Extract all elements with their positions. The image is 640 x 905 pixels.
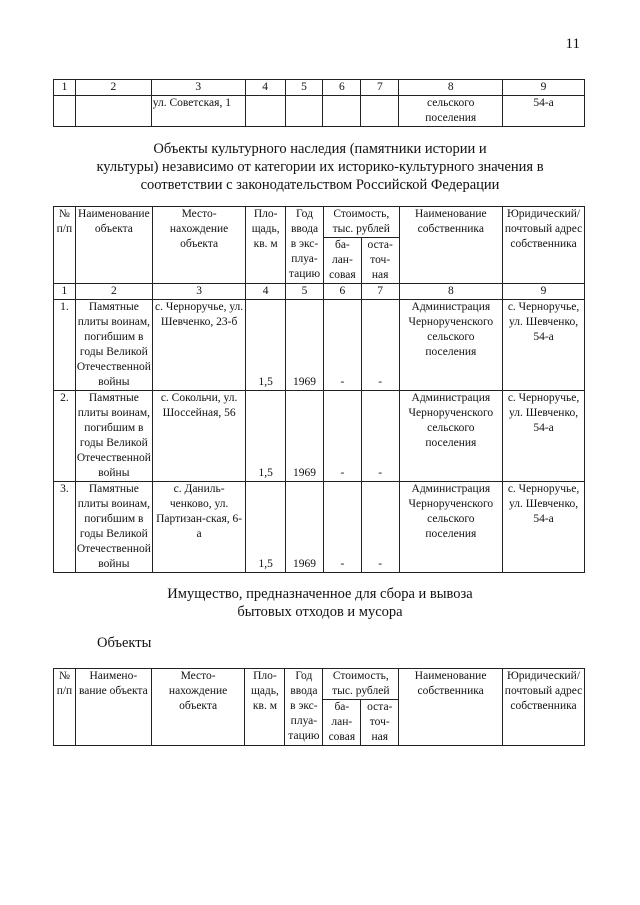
heritage-table bbox=[53, 206, 585, 573]
row-location: с. Даниль-ченково, ул. Партизан-ская, 6-а bbox=[152, 482, 245, 573]
top-cell-7 bbox=[361, 96, 399, 127]
column-number-row bbox=[54, 284, 585, 300]
row-year: 1969 bbox=[286, 482, 324, 573]
row-owner: Администрация Чернорученского сельского поселения bbox=[399, 482, 503, 573]
row-address: с. Черноручье, ул. Шевченко, 54-а bbox=[503, 391, 585, 482]
page-number: 11 bbox=[565, 36, 580, 52]
row-area: 1,5 bbox=[246, 482, 286, 573]
header-residual: оста-точ-ная bbox=[361, 238, 399, 284]
top-col-3: 3 bbox=[151, 80, 245, 96]
top-col-7: 7 bbox=[361, 80, 399, 96]
table-row bbox=[54, 391, 585, 482]
row-num: 2. bbox=[54, 391, 76, 482]
title-line: соответствии с законодательством Российской Федерации bbox=[140, 177, 500, 193]
row-name: Памятные плиты воинам, погибшим в годы Великой Отечественной войны bbox=[75, 300, 152, 391]
row-location: с. Черноручье, ул. Шевченко, 23-б bbox=[152, 300, 245, 391]
top-cell-4 bbox=[245, 96, 285, 127]
col-number: 4 bbox=[246, 284, 286, 300]
header-row bbox=[54, 669, 585, 700]
top-col-1: 1 bbox=[54, 80, 76, 96]
top-cell-6 bbox=[323, 96, 361, 127]
header-name: Наимено-вание объекта bbox=[75, 669, 151, 746]
header-year: Год ввода в экс-плуа-тацию bbox=[285, 669, 323, 746]
header-location: Место-нахождение объекта bbox=[151, 669, 245, 746]
row-name: Памятные плиты воинам, погибшим в годы Великой Отечественной войны bbox=[75, 482, 152, 573]
header-name: Наименование объекта bbox=[75, 207, 152, 284]
header-num: № п/п bbox=[54, 669, 76, 746]
row-year: 1969 bbox=[286, 391, 324, 482]
col-number: 5 bbox=[286, 284, 324, 300]
objects-label: Объекты bbox=[97, 635, 152, 651]
row-residual: - bbox=[361, 391, 399, 482]
title-line: Имущество, предназначенное для сбора и вывоза bbox=[167, 586, 473, 602]
title-line: Объекты культурного наследия (памятники истории и bbox=[153, 141, 487, 157]
header-cost: Стоимость, тыс. рублей bbox=[323, 207, 399, 238]
title-line: культуры) независимо от категории их историко-культурного значения в bbox=[96, 159, 544, 175]
table-row bbox=[54, 482, 585, 573]
top-cell-5 bbox=[285, 96, 323, 127]
row-location: с. Сокольчи, ул. Шоссейная, 56 bbox=[152, 391, 245, 482]
top-cell-1 bbox=[54, 96, 76, 127]
top-col-6: 6 bbox=[323, 80, 361, 96]
top-col-2: 2 bbox=[75, 80, 151, 96]
header-owner: Наименование собственника bbox=[399, 207, 503, 284]
section-title-cultural-heritage bbox=[0, 140, 640, 194]
header-area: Пло-щадь, кв. м bbox=[245, 669, 285, 746]
header-area: Пло-щадь, кв. м bbox=[246, 207, 286, 284]
row-balance: - bbox=[323, 300, 361, 391]
top-cell-9: 54-а bbox=[503, 96, 585, 127]
top-table-header-row bbox=[54, 80, 585, 96]
row-residual: - bbox=[361, 482, 399, 573]
row-area: 1,5 bbox=[246, 391, 286, 482]
header-address: Юридический/ почтовый адрес собственника bbox=[503, 207, 585, 284]
top-col-5: 5 bbox=[285, 80, 323, 96]
header-address: Юридический/ почтовый адрес собственника bbox=[503, 669, 585, 746]
header-num: № п/п bbox=[54, 207, 76, 284]
top-cell-2 bbox=[75, 96, 151, 127]
row-address: с. Черноручье, ул. Шевченко, 54-а bbox=[503, 482, 585, 573]
row-year: 1969 bbox=[286, 300, 324, 391]
header-balance: ба-лан-совая bbox=[323, 700, 361, 746]
header-row bbox=[54, 207, 585, 238]
row-num: 3. bbox=[54, 482, 76, 573]
row-balance: - bbox=[323, 482, 361, 573]
table-row bbox=[54, 96, 585, 127]
top-col-8: 8 bbox=[399, 80, 503, 96]
row-address: с. Черноручье, ул. Шевченко, 54-а bbox=[503, 300, 585, 391]
top-col-4: 4 bbox=[245, 80, 285, 96]
col-number: 8 bbox=[399, 284, 503, 300]
table-row bbox=[54, 300, 585, 391]
header-year: Год ввода в экс-плуа-тацию bbox=[286, 207, 324, 284]
row-owner: Администрация Чернорученского сельского поселения bbox=[399, 300, 503, 391]
row-balance: - bbox=[323, 391, 361, 482]
col-number: 3 bbox=[152, 284, 245, 300]
col-number: 7 bbox=[361, 284, 399, 300]
row-area: 1,5 bbox=[246, 300, 286, 391]
top-col-9: 9 bbox=[503, 80, 585, 96]
header-owner: Наименование собственника bbox=[399, 669, 503, 746]
col-number: 2 bbox=[75, 284, 152, 300]
header-location: Место-нахождение объекта bbox=[152, 207, 245, 284]
row-residual: - bbox=[361, 300, 399, 391]
row-num: 1. bbox=[54, 300, 76, 391]
col-number: 9 bbox=[503, 284, 585, 300]
col-number: 1 bbox=[54, 284, 76, 300]
header-residual: оста-точ-ная bbox=[361, 700, 399, 746]
top-cell-3: ул. Советская, 1 bbox=[151, 96, 245, 127]
waste-table bbox=[53, 668, 585, 746]
title-line: бытовых отходов и мусора bbox=[237, 604, 403, 620]
row-name: Памятные плиты воинам, погибшим в годы Великой Отечественной войны bbox=[75, 391, 152, 482]
row-owner: Администрация Чернорученского сельского поселения bbox=[399, 391, 503, 482]
header-balance: ба-лан-совая bbox=[323, 238, 361, 284]
header-cost: Стоимость, тыс. рублей bbox=[323, 669, 399, 700]
section-title-waste bbox=[0, 585, 640, 621]
top-table bbox=[53, 79, 585, 127]
top-cell-8: сельского поселения bbox=[399, 96, 503, 127]
col-number: 6 bbox=[323, 284, 361, 300]
